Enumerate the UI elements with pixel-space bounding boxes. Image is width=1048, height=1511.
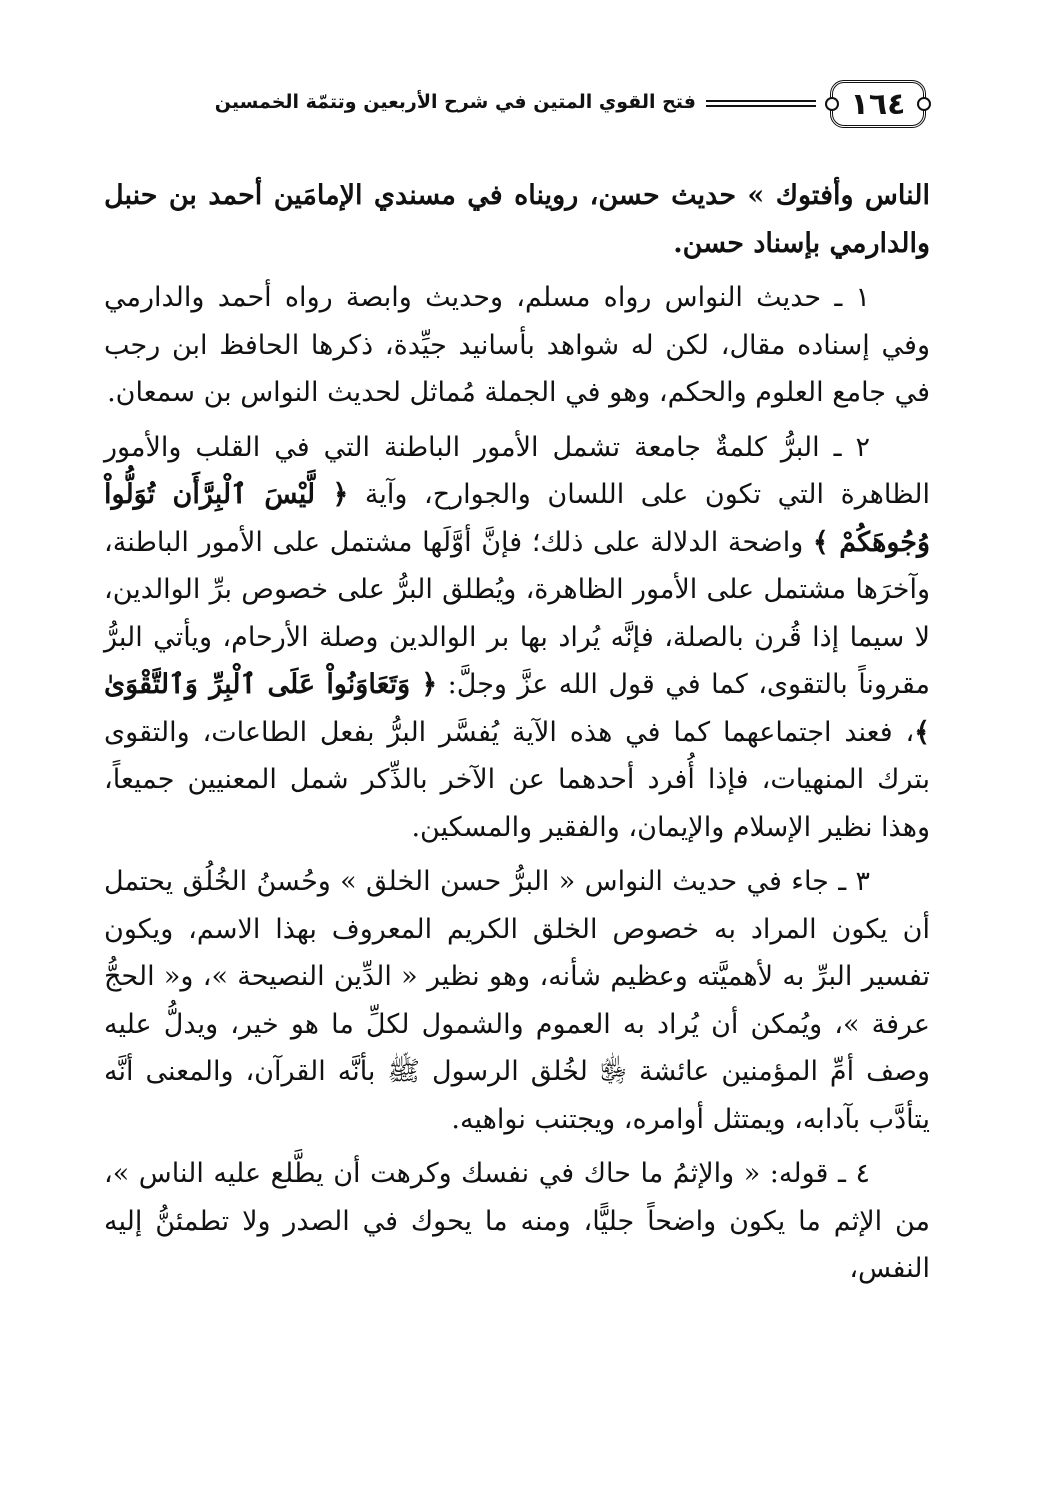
paragraph-2-text-a: ٢ ـ البرُّ كلمةٌ جامعة تشمل الأمور الباطنة التي في القلب والأمور الظاهرة التي تكون على اللسان والجوارح، وآية xyxy=(104,431,930,510)
paragraph-2-text-b: واضحة الدلالة على ذلك؛ فإنَّ أوَّلَها مشتمل على الأمور الباطنة، وآخرَها مشتمل على الأمور الظاهرة، ويُطلق البرُّ على خصوص برِّ الوالدين، لا سيما إذا قُرن بالصلة، فإنَّه يُراد بها بر الوالدين وصلة الأرحام، ويأتي البرُّ مقروناً بالتقوى، كما في قول الله عزَّ وجلَّ: xyxy=(104,526,930,700)
running-title: فتح القوي المتين في شرح الأربعين وتتمّة الخمسين xyxy=(214,91,696,113)
page-number: ١٦٤ xyxy=(830,80,926,128)
paragraph-continuation: الناس وأفتوك » حديث حسن، رويناه في مسندي الإمامَين أحمد بن حنبل والدارمي بإسناد حسن. xyxy=(104,180,930,259)
quran-verse-1: ﴿ لَّيْسَ ٱلْبِرَّأَن تُوَلُّواْ وُجُوهَكُمْ ﴾ xyxy=(104,479,930,558)
paragraph-2 xyxy=(104,424,930,852)
quran-verse-2: ﴿ وَتَعَاوَنُواْ عَلَى ٱلْبِرِّ وَٱلتَّقْوَىٰ ﴾ xyxy=(104,669,930,748)
page-header xyxy=(96,76,936,132)
paragraph-3: ٣ ـ جاء في حديث النواس « البرُّ حسن الخلق » وحُسنُ الخُلُق يحتمل أن يكون المراد به خصوص الخلق الكريم المعروف بهذا الاسم، ويكون تفسير البرِّ به لأهميَّته وعظيم شأنه، وهو نظير « الدِّين النصيحة »، و« الحجُّ عرفة »، ويُمكن أن يُراد به العموم والشمول لكلِّ ما هو خير، ويدلُّ عليه وصف أمِّ المؤمنين عائشة ﵂ لخُلق الرسول ﷺ بأنَّه القرآن، والمعنى أنَّه يتأدَّب بآدابه، ويمتثل أوامره، ويجتنب نواهيه. xyxy=(104,866,930,1135)
paragraph-4: ٤ ـ قوله: « والإثمُ ما حاك في نفسك وكرهت أن يطَّلع عليه الناس »، من الإثم ما يكون واضحاً جليًّا، ومنه ما يحوك في الصدر ولا تطمئنُّ إليه النفس، xyxy=(104,1158,930,1284)
paragraph-1: ١ ـ حديث النواس رواه مسلم، وحديث وابصة رواه أحمد والدارمي وفي إسناده مقال، لكن له شواهد بأسانيد جيِّدة، ذكرها الحافظ ابن رجب في جامع العلوم والحكم، وهو في الجملة مُماثل لحديث النواس بن سمعان. xyxy=(104,282,930,408)
paragraph-2-text-c: ، فعند اجتماعهما كما في هذه الآية يُفسَّر البرُّ بفعل الطاعات، والتقوى بترك المنهيات، فإذا أُفرد أحدهما عن الآخر بالذِّكر شمل المعنيين جميعاً، وهذا نظير الإسلام والإيمان، والفقير والمسكين. xyxy=(104,716,930,843)
header-rule xyxy=(706,100,816,107)
page-body xyxy=(104,172,930,1300)
